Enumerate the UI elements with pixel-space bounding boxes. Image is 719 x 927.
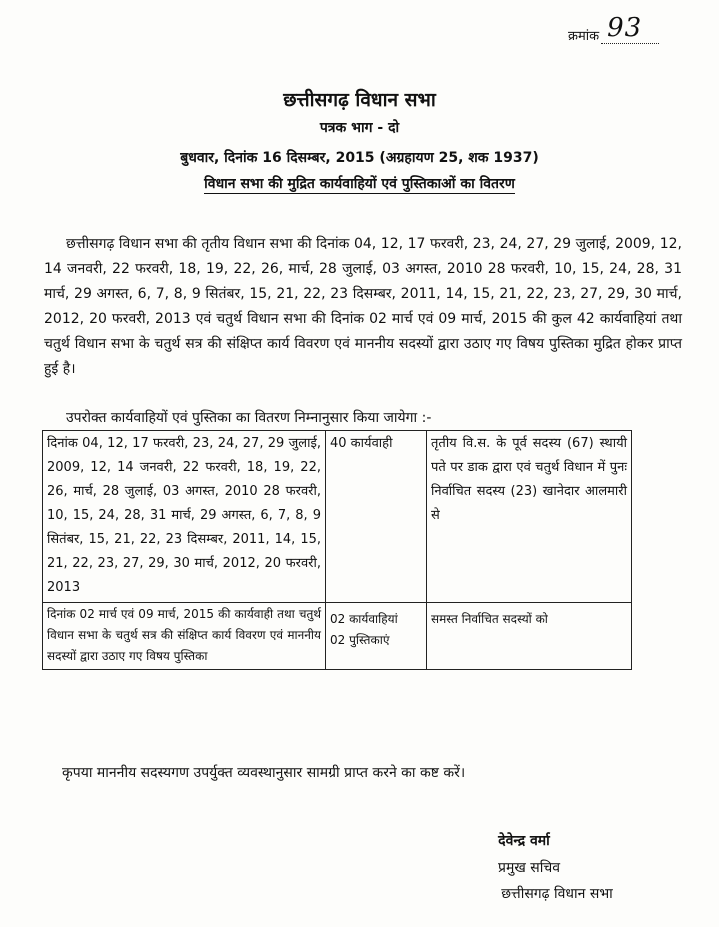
table-row [43,431,632,603]
request-text: कृपया माननीय सदस्यगण उपर्युक्त व्यवस्थानुसार सामग्री प्राप्त करने का कष्ट करें। [62,765,466,781]
serial-dotted-line [601,13,659,44]
signatory-name: देवेन्द्र वर्मा [498,833,550,849]
recipients-cell: तृतीय वि.स. के पूर्व सदस्य (67) स्थायी पते पर डाक द्वारा एवं चतुर्थ विधान में पुनः निर्वाचित सदस्य (23) खानेदार आलमारी से [427,431,632,603]
bulletin-part: पत्रक भाग - दो [319,120,400,136]
items-cell [326,603,427,670]
subject-heading-text: विधान सभा की मुद्रित कार्यवाहियों एवं पुस्तिकाओं का वितरण [204,176,515,192]
signatory-designation: प्रमुख सचिव [497,860,560,876]
signatory-organization: छत्तीसगढ़ विधान सभा [501,886,613,902]
table-row [43,603,632,670]
table-intro: उपरोक्त कार्यवाहियों एवं पुस्तिका का वितरण निम्नानुसार किया जायेगा :- [66,410,432,426]
serial-number-handwritten: 93 [607,13,643,43]
items-text: 40 कार्यवाही [330,436,393,451]
assembly-title: छत्तीसगढ़ विधान सभा [283,89,436,111]
subject-heading [0,174,719,193]
distribution-table [42,430,632,670]
body-paragraph: छत्तीसगढ़ विधान सभा की तृतीय विधान सभा की दिनांक 04, 12, 17 फरवरी, 23, 24, 27, 29 जुलाई, 2009, 12, 14 जनवरी, 22 फरवरी, 18, 19, 22, 26, मार्च, 28 जुलाई, 03 अगस्त, 2010 28 फरवरी, 10, 15, 24, 28, 31 मार्च, 29 अगस्त, 6, 7, 8, 9 सितंबर, 15, 21, 22, 23 दिसम्बर, 2011, 14, 15, 21, 22, 23, 27, 29, 30 मार्च, 2012, 20 फरवरी, 2013 एवं चतुर्थ विधान सभा की दिनांक 02 मार्च एवं 09 मार्च, 2015 की कुल 42 कार्यवाहियां तथा चतुर्थ विधान सभा के चतुर्थ सत्र की संक्षिप्त कार्य विवरण एवं माननीय सदस्यों द्वारा उठाए गए विषय पुस्तिका मुद्रित होकर प्राप्त हुई है। [44,236,682,377]
serial-label: क्रमांक [568,29,600,44]
dates-cell: दिनांक 04, 12, 17 फरवरी, 23, 24, 27, 29 जुलाई, 2009, 12, 14 जनवरी, 22 फरवरी, 18, 19, 22, 26, मार्च, 28 जुलाई, 03 अगस्त, 2010 28 फरवरी, 10, 15, 24, 28, 31 मार्च, 29 अगस्त, 6, 7, 8, 9 सितंबर, 15, 21, 22, 23 दिसम्बर, 2011, 14, 15, 21, 22, 23, 27, 29, 30 मार्च, 2012, 20 फरवरी, 2013 [43,431,326,603]
date-line: बुधवार, दिनांक 16 दिसम्बर, 2015 (अग्रहायण 25, शक 1937) [180,150,539,166]
dates-cell: दिनांक 02 मार्च एवं 09 मार्च, 2015 की कार्यवाही तथा चतुर्थ विधान सभा के चतुर्थ सत्र की संक्षिप्त कार्य विवरण एवं माननीय सदस्यों द्वारा उठाए गए विषय पुस्तिका [43,603,326,670]
items-text-secondary: 02 पुस्तिकाएं [330,633,390,647]
recipients-cell: समस्त निर्वाचित सदस्यों को [427,603,632,670]
items-text: 02 कार्यवाहियां [330,612,398,626]
items-cell [326,431,427,603]
serial-number-field [568,13,659,44]
